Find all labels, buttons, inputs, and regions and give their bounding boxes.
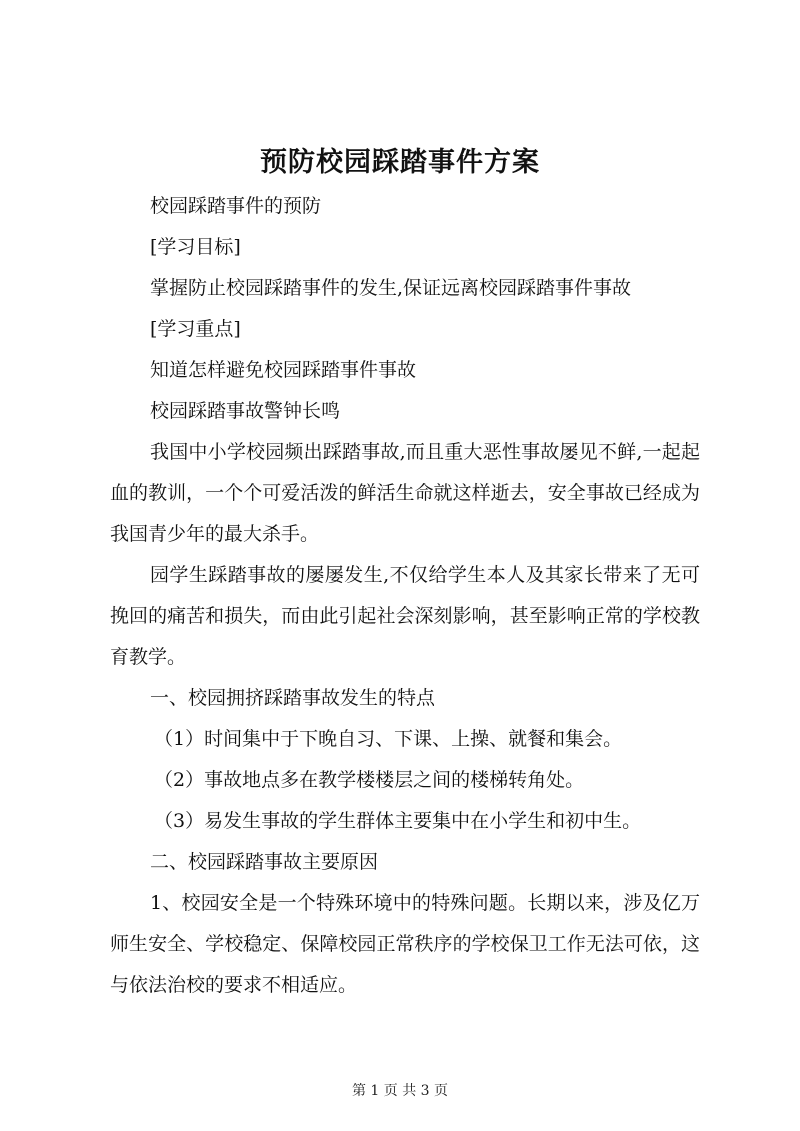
- paragraph-alarm-heading: 校园踩踏事故警钟长鸣: [150, 400, 341, 422]
- list-item-feature-2: （2）事故地点多在教学楼楼层之间的楼梯转角处。: [154, 769, 585, 791]
- document-body: [110, 186, 700, 1006]
- paragraph-learning-focus: 知道怎样避免校园踩踏事件事故: [150, 359, 417, 381]
- list-item-feature-3: （3）易发生事故的学生群体主要集中在小学生和初中生。: [154, 810, 642, 832]
- page-footer: 第 1 页 共 3 页: [351, 1083, 449, 1099]
- list-item-feature-1: （1）时间集中于下晚自习、下课、上操、就餐和集会。: [154, 728, 623, 750]
- paragraph-learning-goal: 掌握防止校园踩踏事件的发生,保证远离校园踩踏事件事故: [150, 277, 632, 299]
- paragraph-body: 园学生踩踏事故的屡屡发生,不仅给学生本人及其家长带来了无可挽回的痛苦和损失，而由此引起社会深刻影响，甚至影响正常的学校教育教学。: [110, 564, 700, 668]
- paragraph-learning-goal-heading: [学习目标]: [150, 236, 241, 258]
- paragraph-subtitle: 校园踩踏事件的预防: [150, 195, 322, 217]
- paragraph-learning-focus-heading: [学习重点]: [150, 318, 241, 340]
- paragraph-body: 我国中小学校园频出踩踏事故,而且重大恶性事故屡见不鲜,一起起血的教训，一个个可爱活泼的鲜活生命就这样逝去，安全事故已经成为我国青少年的最大杀手。: [110, 441, 700, 545]
- document-title: 预防校园踩踏事件方案: [260, 147, 540, 178]
- section-heading-features: 一、校园拥挤踩踏事故发生的特点: [150, 687, 436, 709]
- paragraph-cause-1: 1、校园安全是一个特殊环境中的特殊问题。长期以来，涉及亿万师生安全、学校稳定、保障校园正常秩序的学校保卫工作无法可依，这与依法治校的要求不相适应。: [110, 892, 700, 996]
- section-heading-causes: 二、校园踩踏事故主要原因: [150, 851, 379, 873]
